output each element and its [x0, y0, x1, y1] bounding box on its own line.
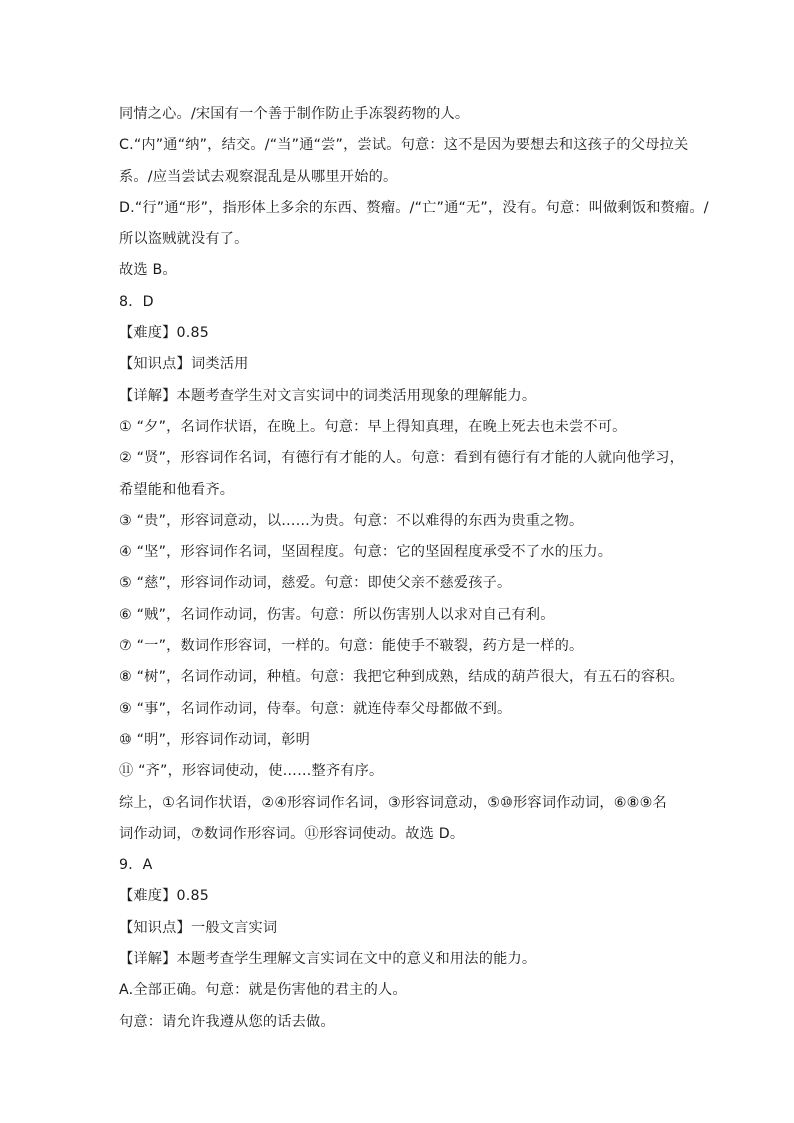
text-line: ⑨ “事”，名词作动词，侍奉。句意：就连侍奉父母都做不到。	[119, 700, 512, 717]
text-line: 系。/应当尝试去观察混乱是从哪里开始的。	[119, 168, 398, 185]
knowledge-point-label: 【知识点】一般文言实词	[119, 919, 278, 936]
difficulty-label: 【难度】0.85	[119, 325, 209, 342]
text-line: ⑦ “一”，数词作形容词，一样的。句意：能使手不皲裂，药方是一样的。	[119, 638, 584, 655]
knowledge-point-label: 【知识点】词类活用	[119, 356, 249, 373]
text-line: 希望能和他看齐。	[119, 481, 235, 498]
text-line: ⑪ “齐”，形容词使动，使……整齐有序。	[119, 763, 384, 780]
text-line: D.“行”通“形”，指形体上多余的东西、赘瘤。/“亡”通“无”，没有。句意：叫做剩饭和赘瘤。/	[119, 199, 709, 216]
question-answer-heading: 8．D	[119, 293, 154, 310]
summary-line: 综上，①名词作状语，②④形容词作名词，③形容词意动，⑤⑩形容词作动词，⑥⑧⑨名	[119, 794, 667, 811]
text-line: ⑤ “慈”，形容词作动词，慈爱。句意：即使父亲不慈爱孩子。	[119, 575, 512, 592]
text-line: 所以盗贼就没有了。	[119, 231, 249, 248]
detail-explanation: 【详解】本题考查学生理解文言实词在文中的意义和用法的能力。	[119, 951, 537, 968]
text-line: ② “贤”，形容词作名词，有德行有才能的人。句意：看到有德行有才能的人就向他学习，	[119, 450, 685, 467]
text-line: ① “夕”，名词作状语，在晚上。句意：早上得知真理，在晚上死去也未尝不可。	[119, 418, 627, 435]
text-line: 同情之心。/宋国有一个善于制作防止手冻裂药物的人。	[119, 106, 470, 122]
difficulty-label: 【难度】0.85	[119, 888, 209, 905]
text-line: ③ “贵”，形容词意动，以……为贵。句意：不以难得的东西为贵重之物。	[119, 512, 584, 529]
text-line: C.“内”通“纳”，结交。/“当”通“尝”，尝试。句意：这不是因为要想去和这孩子的父母拉关	[119, 137, 689, 154]
text-line: ⑩ “明”，形容词作动词，彰明	[119, 731, 310, 748]
text-line: 句意：请允许我遵从您的话去做。	[119, 1013, 335, 1030]
summary-line: 词作动词，⑦数词作形容词。⑪形容词使动。故选 D。	[119, 825, 465, 842]
text-line: 故选 B。	[119, 262, 177, 279]
text-line: ④ “坚”，形容词作名词，坚固程度。句意：它的坚固程度承受不了水的压力。	[119, 544, 613, 561]
answer-explanation-text	[119, 99, 709, 1038]
text-line: ⑥ “贼”，名词作动词，伤害。句意：所以伤害别人以求对自己有利。	[119, 606, 555, 623]
text-line: ⑧ “树”，名词作动词，种植。句意：我把它种到成熟，结成的葫芦很大，有五石的容积。	[119, 669, 685, 686]
question-answer-heading: 9．A	[119, 857, 153, 874]
text-line: A.全部正确。句意：就是伤害他的君主的人。	[119, 982, 407, 999]
detail-explanation: 【详解】本题考查学生对文言实词中的词类活用现象的理解能力。	[119, 387, 537, 404]
